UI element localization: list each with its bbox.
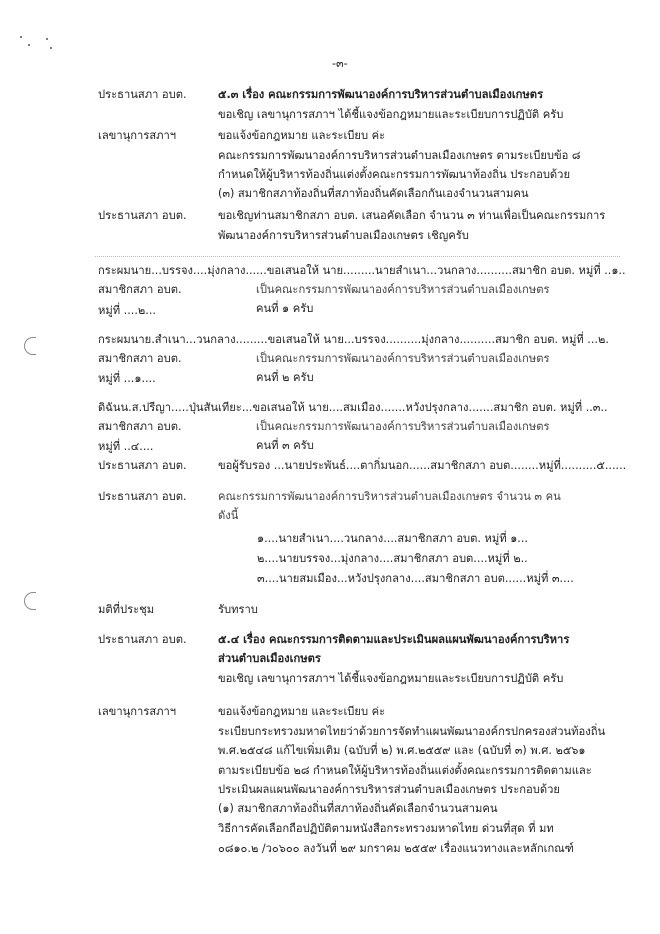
body-line: พ.ศ.๒๕๔๘ แก้ไขเพิ่มเติม (ฉบับที่ ๒) พ.ศ.๒๕๕๙ และ (ฉบับที่ ๓) พ.ศ. ๒๕๖๑ xyxy=(218,744,586,757)
moo-label: หมู่ที่ ...๑.... xyxy=(98,372,156,385)
body-line: ระเบียบกระทรวงมหาดไทยว่าด้วยการจัดทำแผนพัฒนาองค์กรปกครองส่วนท้องถิ่น xyxy=(218,725,606,738)
speaker-label: ประธานสภา อบต. xyxy=(98,633,187,646)
body-line: ๐๘๑๐.๒ /ว๐๖๐๐ ลงวันที่ ๒๙ มกราคม ๒๕๕๙ เรื่องแนวทางและหลักเกณฑ์ xyxy=(218,842,574,855)
speaker-label: เลขานุการสภาฯ xyxy=(98,129,177,142)
moo-label: หมู่ที่ ..๔.... xyxy=(98,440,154,453)
body-line: ขอแจ้งข้อกฎหมาย และระเบียบ ค่ะ xyxy=(218,705,386,718)
page-number: -๓- xyxy=(332,57,348,70)
nomination-header: ดิฉันน.ส.ปรีญา.....ปุ่นสันเทียะ...ขอเสนอให้ นาย....สมเมือง.......หวังปรุงกลาง.......สมาชิก อบต. หมู่ที่ ..๓.. xyxy=(98,401,608,414)
body-line: ขอเชิญ เลขานุการสภาฯ ได้ชี้แจงข้อกฎหมายและระเบียบการปฏิบัติ ครับ xyxy=(218,672,564,685)
moo-label: หมู่ที่ ....๒... xyxy=(98,304,156,317)
speaker-label: ประธานสภา อบต. xyxy=(98,459,187,472)
body-line: เป็นคณะกรรมการพัฒนาองค์การบริหารส่วนตำบลเมืองเกษตร xyxy=(256,283,550,296)
body-line: คณะกรรมการพัฒนาองค์การบริหารส่วนตำบลเมืองเกษตร ตามระเบียบข้อ ๘ xyxy=(218,149,581,162)
speaker-label: สมาชิกสภา อบต. xyxy=(98,283,182,296)
body-line: กำหนดให้ผู้บริหารท้องถิ่นแต่งตั้งคณะกรรมการพัฒนาท้องถิ่น ประกอบด้วย xyxy=(218,168,571,181)
body-line: ประเมินผลแผนพัฒนาองค์การบริหารส่วนตำบลเมืองเกษตร ประกอบด้วย xyxy=(218,783,560,796)
member-line: ๒....นายบรรจง...มุ่งกลาง....สมาชิกสภา อบต....หมู่ที่ ๒.. xyxy=(257,552,528,565)
body-line: วิธีการคัดเลือกถือปฏิบัติตามหนังสือกระทรวงมหาดไทย ด่วนที่สุด ที่ มท xyxy=(218,822,554,835)
body-line: ขอแจ้งข้อกฎหมาย และระเบียบ ค่ะ xyxy=(218,129,386,142)
speaker-label: ประธานสภา อบต. xyxy=(98,88,187,101)
speaker-label: สมาชิกสภา อบต. xyxy=(98,420,182,433)
scan-speck xyxy=(50,47,52,49)
agenda-title: ๕.๔ เรื่อง คณะกรรมการติดตามและประเมินผลแผนพัฒนาองค์การบริหาร xyxy=(218,633,570,646)
body-line: (๑) สมาชิกสภาท้องถิ่นที่สภาท้องถิ่นคัดเลือกจำนวนสามคน xyxy=(218,802,498,815)
body-line: เป็นคณะกรรมการพัฒนาองค์การบริหารส่วนตำบลเมืองเกษตร xyxy=(256,420,550,433)
body-line: คณะกรรมการพัฒนาองค์การบริหารส่วนตำบลเมืองเกษตร จำนวน ๓ คน xyxy=(218,490,561,503)
body-line: คนที่ ๒ ครับ xyxy=(256,371,314,384)
punch-hole-icon xyxy=(24,592,36,610)
body-line: (๓) สมาชิกสภาท้องถิ่นที่สภาท้องถิ่นคัดเลือกกันเองจำนวนสามคน xyxy=(218,187,529,200)
speaker-label: ประธานสภา อบต. xyxy=(98,209,187,222)
body-line: ขอเชิญท่านสมาชิกสภา อบต. เสนอคัดเลือก จำนวน ๓ ท่านเพื่อเป็นคณะกรรมการ xyxy=(218,209,606,222)
body-line: คนที่ ๓ ครับ xyxy=(256,439,314,452)
body-line: ดังนี้ xyxy=(218,509,239,522)
divider xyxy=(95,256,620,257)
resolution-value: รับทราบ xyxy=(218,603,258,616)
member-line: ๓....นายสมเมือง...หวังปรุงกลาง....สมาชิกสภา อบต......หมู่ที่ ๓.... xyxy=(257,572,574,585)
speaker-label: เลขานุการสภาฯ xyxy=(98,705,177,718)
nomination-header: กระผมนาย...บรรจง....มุ่งกลาง......ขอเสนอให้ นาย.........นายสำเนา...วนกลาง..........สมาชิก อบต. หมู่ที่ ..๑.. xyxy=(98,264,626,277)
speaker-label: สมาชิกสภา อบต. xyxy=(98,352,182,365)
scan-speck xyxy=(20,36,22,38)
nomination-header: กระผมนาย.สำเนา...วนกลาง.........ขอเสนอให้ นาย...บรรจง..........มุ่งกลาง..........สมาชิก อบต. หมู่ที่ ...๒. xyxy=(98,333,609,346)
speaker-label: มติที่ประชุม xyxy=(98,603,155,616)
speaker-label: ประธานสภา อบต. xyxy=(98,490,187,503)
body-line: ตามระเบียบข้อ ๒๘ กำหนดให้ผู้บริหารท้องถิ่นแต่งตั้งคณะกรรมการติดตามและ xyxy=(218,764,592,777)
scan-speck xyxy=(28,44,30,46)
body-line: พัฒนาองค์การบริหารส่วนตำบลเมืองเกษตร เชิญครับ xyxy=(218,229,469,242)
body-line: คนที่ ๑ ครับ xyxy=(256,302,314,315)
agenda-title: ๕.๓ เรื่อง คณะกรรมการพัฒนาองค์การบริหารส่วนตำบลเมืองเกษตร xyxy=(218,88,544,101)
body-line: เป็นคณะกรรมการพัฒนาองค์การบริหารส่วนตำบลเมืองเกษตร xyxy=(256,352,550,365)
agenda-title: ส่วนตำบลเมืองเกษตร xyxy=(218,652,321,665)
scan-speck xyxy=(46,38,48,40)
body-line: ขอผู้รับรอง ...นายประพันธ์....ตากิ่มนอก......สมาชิกสภา อบต........หมู่ที่..........๕...... xyxy=(218,459,627,472)
punch-hole-icon xyxy=(24,337,36,355)
member-line: ๑....นายสำเนา....วนกลาง....สมาชิกสภา อบต. หมู่ที่ ๑... xyxy=(257,532,528,545)
body-line: ขอเชิญ เลขานุการสภาฯ ได้ชี้แจงข้อกฎหมายและระเบียบการปฏิบัติ ครับ xyxy=(218,108,564,121)
